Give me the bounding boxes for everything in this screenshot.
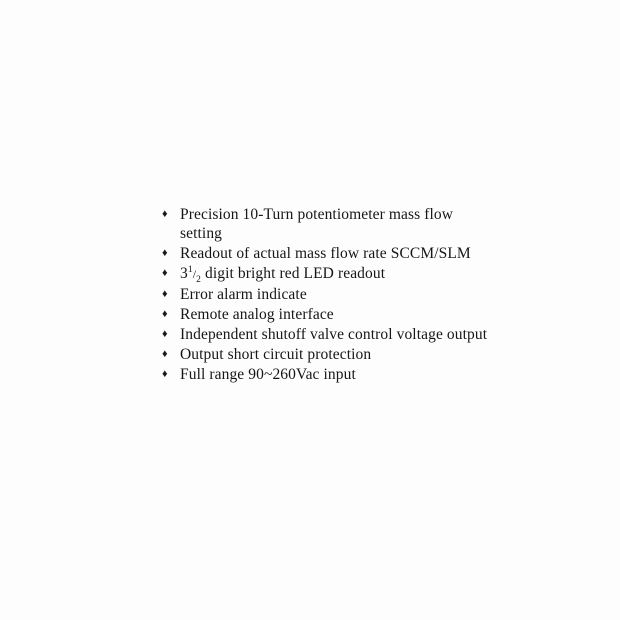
fraction-suffix: digit bright red LED readout <box>201 265 386 282</box>
list-item-text: Independent shutoff valve control voltage output <box>180 326 488 343</box>
list-item <box>160 325 490 344</box>
bullet-icon: ♦ <box>162 288 168 300</box>
feature-list <box>160 205 490 384</box>
fraction-numerator: 1 <box>187 264 193 275</box>
bullet-icon: ♦ <box>162 328 168 340</box>
list-item <box>160 205 490 243</box>
bullet-icon: ♦ <box>162 348 168 360</box>
list-item <box>160 345 490 364</box>
list-item-text: Precision 10-Turn potentiometer mass flow setting <box>180 206 454 242</box>
list-item <box>160 244 490 263</box>
fraction-prefix: 3 <box>180 265 188 282</box>
list-item-text: Readout of actual mass flow rate SCCM/SLM <box>180 245 471 262</box>
list-item <box>160 264 490 284</box>
bullet-icon: ♦ <box>162 308 168 320</box>
list-item-text: Output short circuit protection <box>180 346 372 363</box>
bullet-icon: ♦ <box>162 267 168 279</box>
list-item-text: Full range 90~260Vac input <box>180 366 356 383</box>
list-item-text: Remote analog interface <box>180 306 334 323</box>
fraction-slash: / <box>192 267 197 281</box>
fraction-denominator: 2 <box>196 275 202 286</box>
bullet-icon: ♦ <box>162 208 168 220</box>
bullet-icon: ♦ <box>162 368 168 380</box>
list-item-text: Error alarm indicate <box>180 286 307 303</box>
bullet-icon: ♦ <box>162 247 168 259</box>
feature-list-block <box>160 205 490 385</box>
list-item <box>160 365 490 384</box>
list-item-text <box>180 264 490 284</box>
list-item <box>160 305 490 324</box>
list-item <box>160 285 490 304</box>
